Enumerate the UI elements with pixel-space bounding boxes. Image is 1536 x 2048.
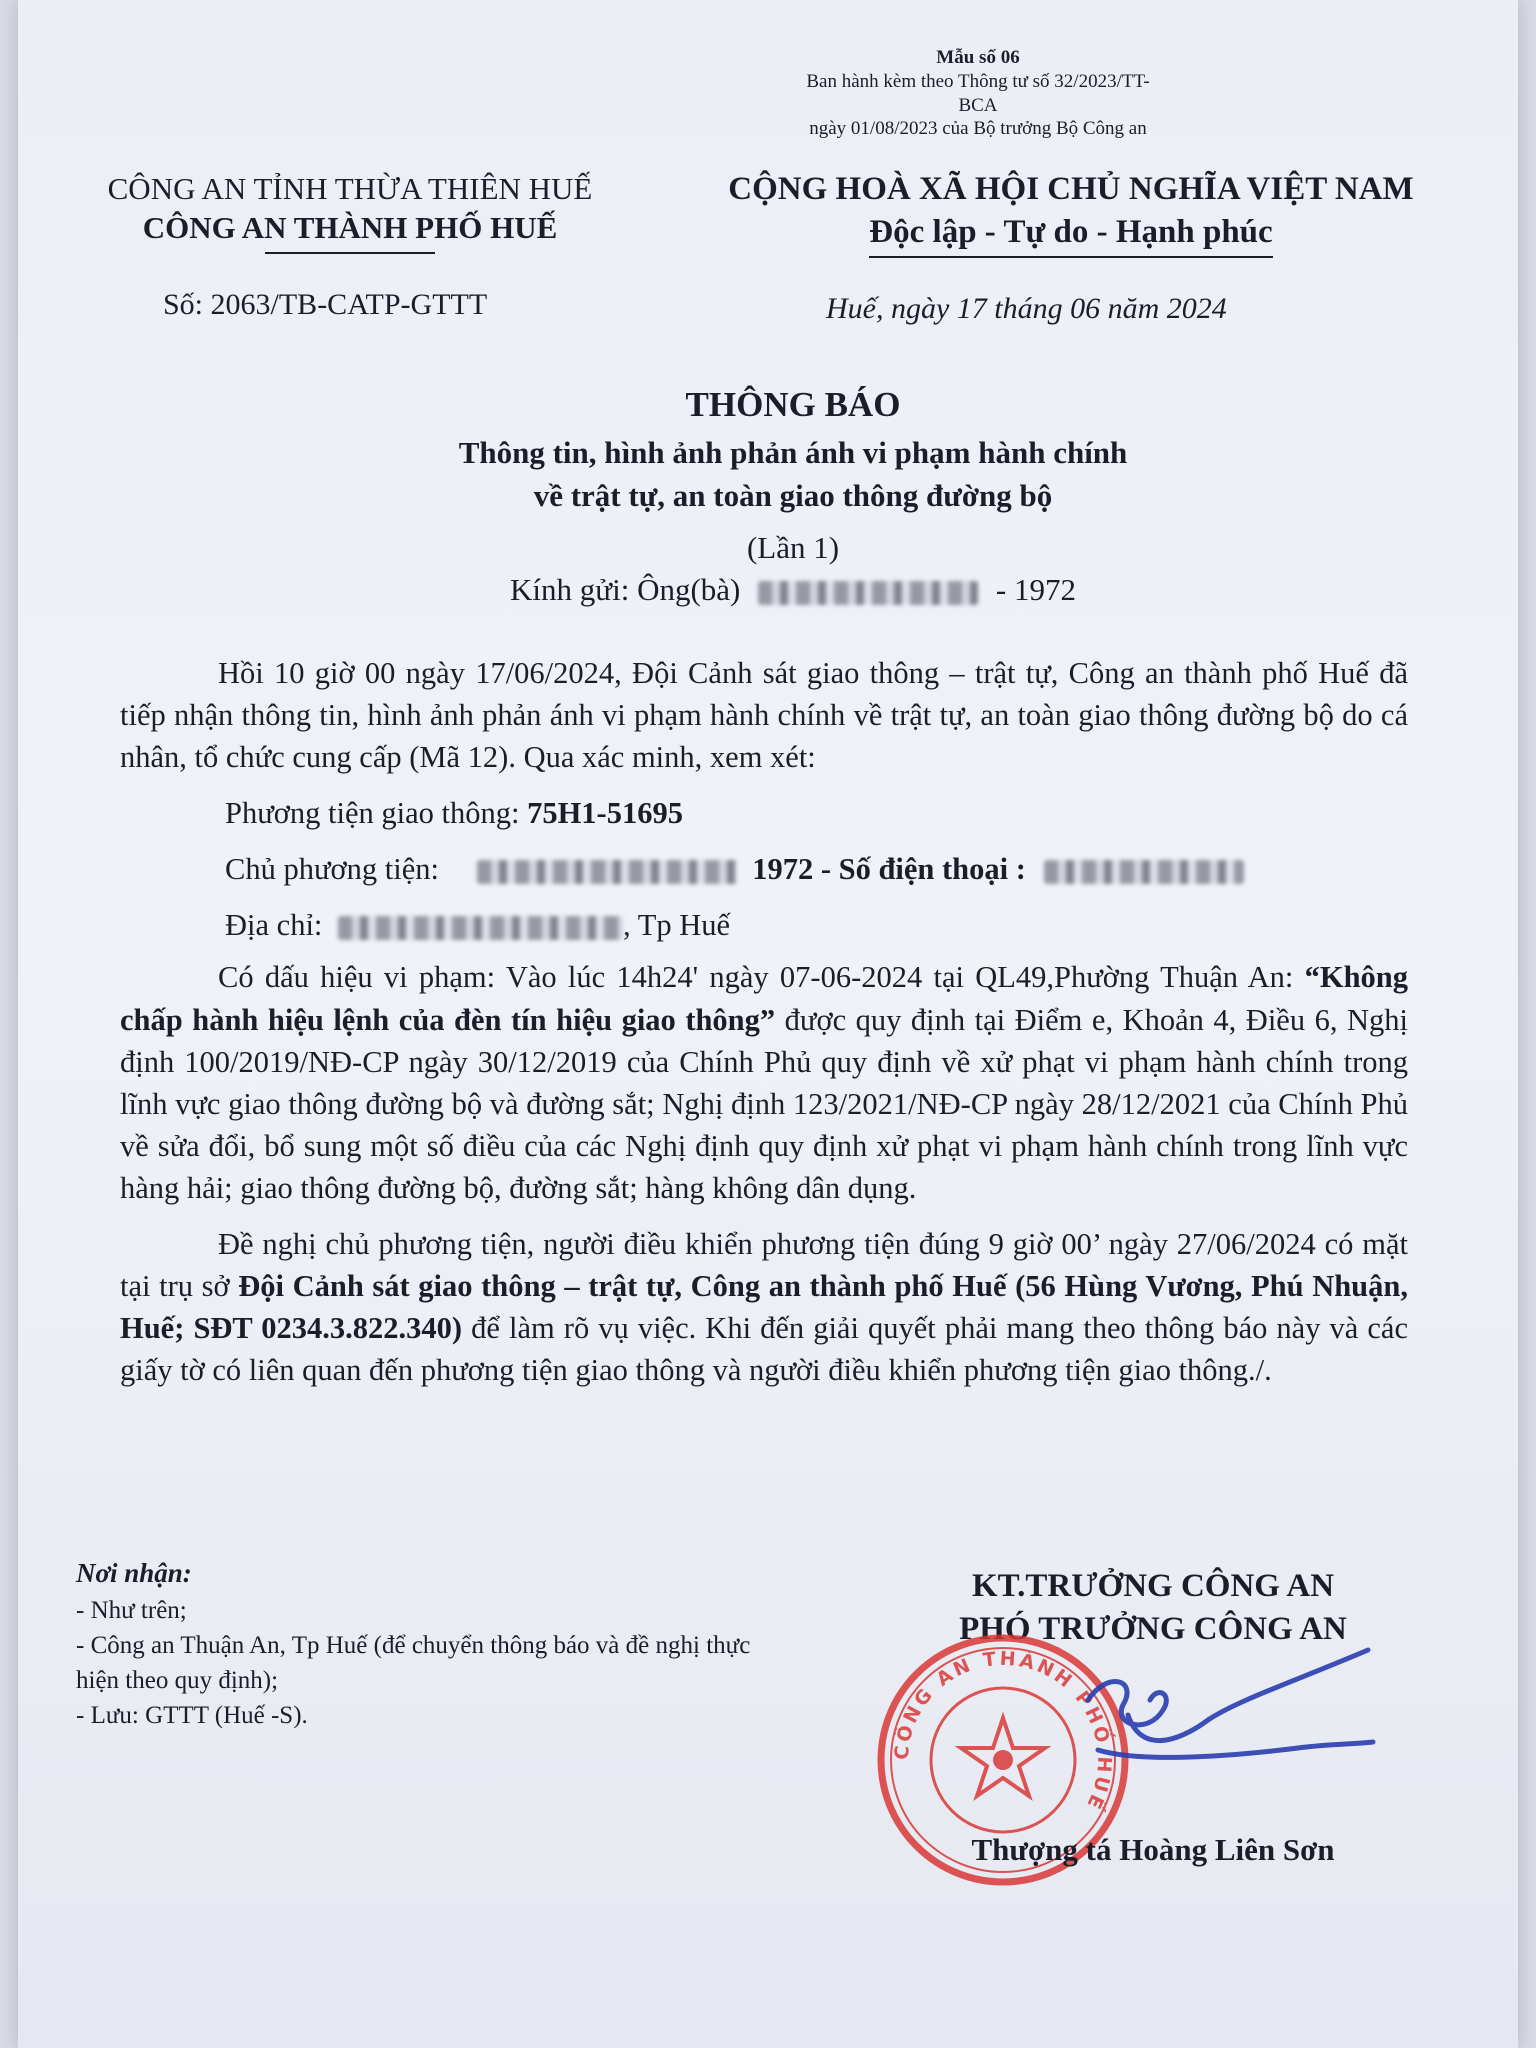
recipients-block (76, 1555, 796, 1733)
signature-title-line2: PHÓ TRƯỞNG CÔNG AN (959, 1610, 1347, 1647)
addressee-suffix: - 1972 (995, 571, 1076, 607)
violation-prefix: Có dấu hiệu vi phạm: Vào lúc 14h24' ngày 07-06-2024 tại QL49,Phường Thuận An: (218, 960, 1305, 995)
vehicle-plate: 75H1-51695 (527, 796, 683, 831)
place-date: Huế, ngày 17 tháng 06 năm 2024 (826, 292, 1227, 325)
national-header (686, 168, 1456, 258)
violation-paragraph (120, 956, 1408, 1208)
form-issued-line1: Ban hành kèm theo Thông tư số 32/2023/TT-BCA (806, 70, 1150, 116)
document-number: Số: 2063/TB-CATP-GTTT (163, 288, 488, 321)
form-reference (798, 46, 1158, 141)
signature-icon (1068, 1640, 1378, 1810)
redacted-owner-name (477, 860, 737, 884)
vehicle-line (120, 792, 1408, 834)
country-name: CỘNG HOÀ XÃ HỘI CHỦ NGHĨA VIỆT NAM (728, 171, 1414, 207)
subtitle-line1: Thông tin, hình ảnh phản ánh vi phạm hành chính (458, 435, 1128, 470)
document-subtitle (168, 431, 1418, 518)
addressee-line (168, 572, 1418, 608)
recipient-item: - Công an Thuận An, Tp Huế (để chuyển thông báo và đề nghị thực hiện theo quy định); (76, 1631, 751, 1694)
owner-phone-label: - Số điện thoại : (820, 852, 1026, 887)
national-motto: Độc lập - Tự do - Hạnh phúc (869, 211, 1272, 258)
subtitle-line2: về trật tự, an toàn giao thông đường bộ (533, 478, 1053, 514)
signature-title-line1: KT.TRƯỞNG CÔNG AN (971, 1568, 1335, 1604)
request-paragraph (120, 1223, 1408, 1391)
document-title: THÔNG BÁO (685, 385, 901, 424)
addressee-prefix: Kính gửi: Ông(bà) (510, 571, 741, 607)
recipient-item: - Như trên; (76, 1596, 187, 1624)
notice-page (18, 0, 1518, 2048)
recipients-header: Nơi nhận: (76, 1558, 192, 1588)
seal-text: CÔNG AN THÀNH PHỐ HUẾ (890, 1647, 1116, 1815)
title-block (168, 385, 1418, 608)
notice-body (120, 652, 1408, 1391)
violation-suffix: được quy định tại Điểm e, Khoản 4, Điều 6, Nghị định 100/2019/NĐ-CP ngày 30/12/2019 của Chính Phủ quy định về xử phạt vi phạm hành chính trong lĩnh vực giao thông đường bộ và đường sắt; Nghị định 123/2021/NĐ-CP ngày 28/12/2021 của Chính Phủ về sửa đổi, bổ sung một số điều của các Nghị định quy định xử phạt vi phạm hành chính trong lĩnh vực hàng hải; giao thông đường bộ, đường sắt; hàng không dân dụng. (120, 1002, 1408, 1205)
request-suffix: để làm rõ vụ việc. Khi đến giải quyết phải mang theo thông báo này và các giấy tờ có liên quan đến phương tiện giao thông và người điều khiển phương tiện giao thông./. (120, 1311, 1408, 1388)
intro-paragraph: Hồi 10 giờ 00 ngày 17/06/2024, Đội Cảnh sát giao thông – trật tự, Công an thành phố Huế đã tiếp nhận thông tin, hình ảnh phản ánh vi phạm hành chính về trật tự, an toàn giao thông đường bộ do cá nhân, tổ chức cung cấp (Mã 12). Qua xác minh, xem xét: (120, 656, 1408, 775)
redacted-address (338, 916, 623, 940)
request-prefix: Đề nghị chủ phương tiện, người điều khiển phương tiện đúng 9 giờ 00’ ngày 27/06/2024 có mặt tại trụ sở (120, 1226, 1408, 1304)
form-number: Mẫu số 06 (936, 47, 1020, 68)
agency-name: CÔNG AN THÀNH PHỐ HUẾ (142, 209, 558, 245)
attempt-number: (Lần 1) (746, 529, 840, 565)
violation-offense: “Không chấp hành hiệu lệnh của đèn tín hiệu giao thông” (120, 960, 1408, 1037)
owner-year: 1972 (752, 852, 814, 887)
signer-name: Thượng tá Hoàng Liên Sơn (971, 1832, 1335, 1867)
vehicle-label: Phương tiện giao thông: (225, 796, 520, 831)
address-city: , Tp Huế (623, 908, 731, 943)
address-label: Địa chỉ: (225, 908, 323, 943)
form-issued-line2: ngày 01/08/2023 của Bộ trưởng Bộ Công an (809, 118, 1147, 140)
agency-underline (265, 252, 435, 254)
parent-agency: CÔNG AN TỈNH THỪA THIÊN HUẾ (107, 171, 593, 206)
recipient-item: - Lưu: GTTT (Huế -S). (76, 1701, 308, 1729)
issuing-agency-header (70, 170, 630, 254)
redacted-name (758, 581, 978, 605)
redacted-phone (1044, 860, 1244, 884)
address-line (120, 904, 1408, 946)
request-office: Đội Cảnh sát giao thông – trật tự, Công an thành phố Huế (56 Hùng Vương, Phú Nhuận, Huế; SĐT 0234.3.822.340) (120, 1269, 1408, 1346)
owner-line (120, 848, 1408, 890)
owner-label: Chủ phương tiện: (225, 852, 439, 887)
